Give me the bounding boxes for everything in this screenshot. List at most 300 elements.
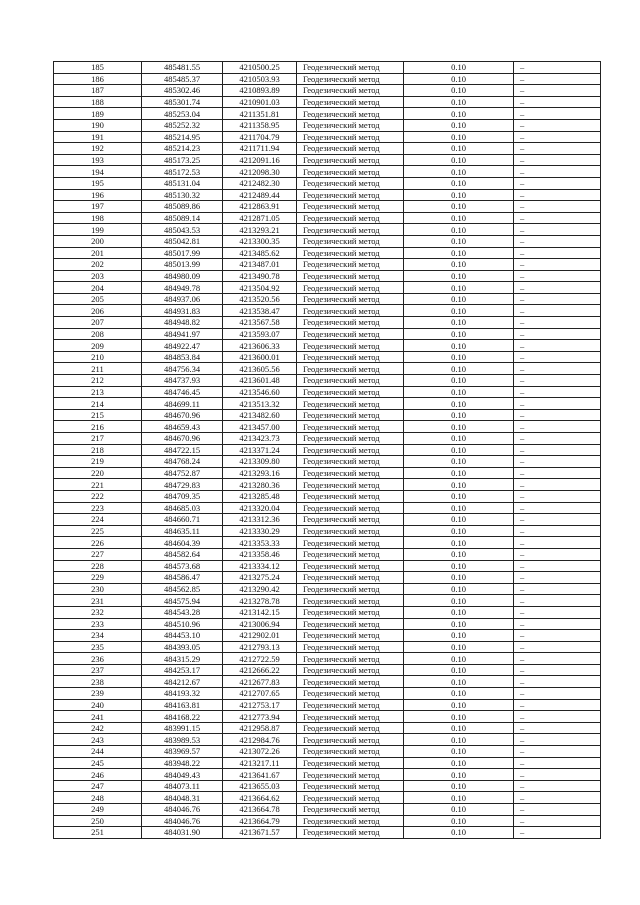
x-coordinate-cell: 484980.09	[142, 270, 223, 282]
y-coordinate-cell: 4212482.30	[223, 177, 297, 189]
precision-cell: 0.10	[404, 201, 514, 213]
method-cell: Геодезический метод	[297, 734, 404, 746]
method-cell: Геодезический метод	[297, 96, 404, 108]
y-coordinate-cell: 4213601.48	[223, 375, 297, 387]
precision-cell: 0.10	[404, 815, 514, 827]
precision-cell: 0.10	[404, 444, 514, 456]
x-coordinate-cell: 484453.10	[142, 630, 223, 642]
table-row	[54, 177, 601, 189]
point-number-cell: 246	[54, 769, 142, 781]
precision-cell: 0.10	[404, 641, 514, 653]
y-coordinate-cell: 4213072.26	[223, 746, 297, 758]
coordinates-table	[53, 61, 601, 839]
note-cell: –	[514, 699, 601, 711]
x-coordinate-cell: 485017.99	[142, 247, 223, 259]
point-number-cell: 237	[54, 664, 142, 676]
point-number-cell: 244	[54, 746, 142, 758]
x-coordinate-cell: 484163.81	[142, 699, 223, 711]
method-cell: Геодезический метод	[297, 270, 404, 282]
precision-cell: 0.10	[404, 688, 514, 700]
y-coordinate-cell: 4213606.33	[223, 340, 297, 352]
y-coordinate-cell: 4213482.60	[223, 409, 297, 421]
method-cell: Геодезический метод	[297, 177, 404, 189]
y-coordinate-cell: 4213538.47	[223, 305, 297, 317]
method-cell: Геодезический метод	[297, 606, 404, 618]
precision-cell: 0.10	[404, 259, 514, 271]
x-coordinate-cell: 483948.22	[142, 757, 223, 769]
point-number-cell: 193	[54, 154, 142, 166]
note-cell: –	[514, 235, 601, 247]
note-cell: –	[514, 96, 601, 108]
note-cell: –	[514, 792, 601, 804]
point-number-cell: 194	[54, 166, 142, 178]
y-coordinate-cell: 4213320.04	[223, 502, 297, 514]
precision-cell: 0.10	[404, 490, 514, 502]
point-number-cell: 212	[54, 375, 142, 387]
precision-cell: 0.10	[404, 711, 514, 723]
note-cell: –	[514, 409, 601, 421]
x-coordinate-cell: 484073.11	[142, 780, 223, 792]
method-cell: Геодезический метод	[297, 560, 404, 572]
table-row	[54, 154, 601, 166]
point-number-cell: 201	[54, 247, 142, 259]
method-cell: Геодезический метод	[297, 85, 404, 97]
x-coordinate-cell: 485130.32	[142, 189, 223, 201]
y-coordinate-cell: 4213513.32	[223, 398, 297, 410]
point-number-cell: 230	[54, 583, 142, 595]
y-coordinate-cell: 4213664.79	[223, 815, 297, 827]
method-cell: Геодезический метод	[297, 502, 404, 514]
table-row	[54, 548, 601, 560]
table-row	[54, 143, 601, 155]
table-row	[54, 444, 601, 456]
x-coordinate-cell: 484729.83	[142, 479, 223, 491]
precision-cell: 0.10	[404, 606, 514, 618]
note-cell: –	[514, 630, 601, 642]
table-row	[54, 630, 601, 642]
precision-cell: 0.10	[404, 502, 514, 514]
method-cell: Геодезический метод	[297, 398, 404, 410]
point-number-cell: 221	[54, 479, 142, 491]
table-row	[54, 270, 601, 282]
note-cell: –	[514, 444, 601, 456]
method-cell: Геодезический метод	[297, 572, 404, 584]
point-number-cell: 202	[54, 259, 142, 271]
y-coordinate-cell: 4212722.59	[223, 653, 297, 665]
point-number-cell: 222	[54, 490, 142, 502]
method-cell: Геодезический метод	[297, 815, 404, 827]
y-coordinate-cell: 4213290.42	[223, 583, 297, 595]
table-row	[54, 305, 601, 317]
point-number-cell: 234	[54, 630, 142, 642]
point-number-cell: 228	[54, 560, 142, 572]
y-coordinate-cell: 4212677.83	[223, 676, 297, 688]
y-coordinate-cell: 4213605.56	[223, 363, 297, 375]
table-row	[54, 259, 601, 271]
table-row	[54, 560, 601, 572]
table-row	[54, 224, 601, 236]
point-number-cell: 241	[54, 711, 142, 723]
note-cell: –	[514, 467, 601, 479]
method-cell: Геодезический метод	[297, 119, 404, 131]
table-row	[54, 583, 601, 595]
note-cell: –	[514, 189, 601, 201]
table-row	[54, 641, 601, 653]
method-cell: Геодезический метод	[297, 479, 404, 491]
precision-cell: 0.10	[404, 757, 514, 769]
precision-cell: 0.10	[404, 630, 514, 642]
note-cell: –	[514, 259, 601, 271]
y-coordinate-cell: 4213278.78	[223, 595, 297, 607]
x-coordinate-cell: 484315.29	[142, 653, 223, 665]
note-cell: –	[514, 525, 601, 537]
method-cell: Геодезический метод	[297, 711, 404, 723]
point-number-cell: 233	[54, 618, 142, 630]
note-cell: –	[514, 664, 601, 676]
x-coordinate-cell: 484031.90	[142, 827, 223, 839]
point-number-cell: 187	[54, 85, 142, 97]
x-coordinate-cell: 484168.22	[142, 711, 223, 723]
note-cell: –	[514, 688, 601, 700]
x-coordinate-cell: 485013.99	[142, 259, 223, 271]
x-coordinate-cell: 484949.78	[142, 282, 223, 294]
y-coordinate-cell: 4212753.17	[223, 699, 297, 711]
method-cell: Геодезический метод	[297, 514, 404, 526]
precision-cell: 0.10	[404, 247, 514, 259]
x-coordinate-cell: 484941.97	[142, 328, 223, 340]
precision-cell: 0.10	[404, 618, 514, 630]
y-coordinate-cell: 4213423.73	[223, 433, 297, 445]
note-cell: –	[514, 676, 601, 688]
note-cell: –	[514, 73, 601, 85]
table-row	[54, 96, 601, 108]
note-cell: –	[514, 653, 601, 665]
point-number-cell: 189	[54, 108, 142, 120]
point-number-cell: 219	[54, 456, 142, 468]
x-coordinate-cell: 484393.05	[142, 641, 223, 653]
y-coordinate-cell: 4213217.11	[223, 757, 297, 769]
precision-cell: 0.10	[404, 827, 514, 839]
point-number-cell: 235	[54, 641, 142, 653]
table-row	[54, 108, 601, 120]
table-row	[54, 282, 601, 294]
precision-cell: 0.10	[404, 456, 514, 468]
note-cell: –	[514, 421, 601, 433]
method-cell: Геодезический метод	[297, 595, 404, 607]
point-number-cell: 199	[54, 224, 142, 236]
note-cell: –	[514, 247, 601, 259]
precision-cell: 0.10	[404, 189, 514, 201]
method-cell: Геодезический метод	[297, 62, 404, 74]
note-cell: –	[514, 108, 601, 120]
precision-cell: 0.10	[404, 96, 514, 108]
x-coordinate-cell: 484604.39	[142, 537, 223, 549]
precision-cell: 0.10	[404, 375, 514, 387]
table-row	[54, 131, 601, 143]
y-coordinate-cell: 4210503.93	[223, 73, 297, 85]
point-number-cell: 231	[54, 595, 142, 607]
x-coordinate-cell: 485089.14	[142, 212, 223, 224]
method-cell: Геодезический метод	[297, 676, 404, 688]
x-coordinate-cell: 484670.96	[142, 409, 223, 421]
x-coordinate-cell: 484573.68	[142, 560, 223, 572]
note-cell: –	[514, 746, 601, 758]
precision-cell: 0.10	[404, 363, 514, 375]
precision-cell: 0.10	[404, 62, 514, 74]
x-coordinate-cell: 484510.96	[142, 618, 223, 630]
note-cell: –	[514, 177, 601, 189]
table-row	[54, 734, 601, 746]
method-cell: Геодезический метод	[297, 154, 404, 166]
table-row	[54, 722, 601, 734]
note-cell: –	[514, 375, 601, 387]
table-row	[54, 664, 601, 676]
table-row	[54, 247, 601, 259]
method-cell: Геодезический метод	[297, 433, 404, 445]
point-number-cell: 217	[54, 433, 142, 445]
table-row	[54, 479, 601, 491]
method-cell: Геодезический метод	[297, 757, 404, 769]
y-coordinate-cell: 4212958.87	[223, 722, 297, 734]
x-coordinate-cell: 484575.94	[142, 595, 223, 607]
point-number-cell: 186	[54, 73, 142, 85]
method-cell: Геодезический метод	[297, 247, 404, 259]
method-cell: Геодезический метод	[297, 490, 404, 502]
method-cell: Геодезический метод	[297, 780, 404, 792]
table-row	[54, 317, 601, 329]
point-number-cell: 245	[54, 757, 142, 769]
precision-cell: 0.10	[404, 560, 514, 572]
precision-cell: 0.10	[404, 224, 514, 236]
precision-cell: 0.10	[404, 340, 514, 352]
note-cell: –	[514, 537, 601, 549]
y-coordinate-cell: 4213293.21	[223, 224, 297, 236]
y-coordinate-cell: 4213504.92	[223, 282, 297, 294]
table-row	[54, 827, 601, 839]
method-cell: Геодезический метод	[297, 305, 404, 317]
x-coordinate-cell: 484046.76	[142, 815, 223, 827]
y-coordinate-cell: 4213567.58	[223, 317, 297, 329]
precision-cell: 0.10	[404, 514, 514, 526]
precision-cell: 0.10	[404, 525, 514, 537]
precision-cell: 0.10	[404, 166, 514, 178]
table-row	[54, 467, 601, 479]
point-number-cell: 188	[54, 96, 142, 108]
note-cell: –	[514, 305, 601, 317]
note-cell: –	[514, 490, 601, 502]
method-cell: Геодезический метод	[297, 467, 404, 479]
table-row	[54, 363, 601, 375]
y-coordinate-cell: 4213371.24	[223, 444, 297, 456]
point-number-cell: 190	[54, 119, 142, 131]
y-coordinate-cell: 4212666.22	[223, 664, 297, 676]
x-coordinate-cell: 484937.06	[142, 293, 223, 305]
point-number-cell: 249	[54, 804, 142, 816]
y-coordinate-cell: 4212489.44	[223, 189, 297, 201]
point-number-cell: 203	[54, 270, 142, 282]
y-coordinate-cell: 4213300.35	[223, 235, 297, 247]
y-coordinate-cell: 4212793.13	[223, 641, 297, 653]
method-cell: Геодезический метод	[297, 166, 404, 178]
note-cell: –	[514, 166, 601, 178]
precision-cell: 0.10	[404, 212, 514, 224]
point-number-cell: 218	[54, 444, 142, 456]
note-cell: –	[514, 572, 601, 584]
method-cell: Геодезический метод	[297, 340, 404, 352]
table-row	[54, 804, 601, 816]
point-number-cell: 206	[54, 305, 142, 317]
table-row	[54, 212, 601, 224]
x-coordinate-cell: 485131.04	[142, 177, 223, 189]
precision-cell: 0.10	[404, 119, 514, 131]
table-row	[54, 456, 601, 468]
note-cell: –	[514, 502, 601, 514]
method-cell: Геодезический метод	[297, 746, 404, 758]
precision-cell: 0.10	[404, 131, 514, 143]
table-row	[54, 62, 601, 74]
table-row	[54, 166, 601, 178]
table-row	[54, 119, 601, 131]
y-coordinate-cell: 4213487.01	[223, 259, 297, 271]
note-cell: –	[514, 351, 601, 363]
point-number-cell: 239	[54, 688, 142, 700]
x-coordinate-cell: 484048.31	[142, 792, 223, 804]
note-cell: –	[514, 780, 601, 792]
y-coordinate-cell: 4213520.56	[223, 293, 297, 305]
table-row	[54, 572, 601, 584]
x-coordinate-cell: 485252.32	[142, 119, 223, 131]
x-coordinate-cell: 485302.46	[142, 85, 223, 97]
precision-cell: 0.10	[404, 317, 514, 329]
table-row	[54, 653, 601, 665]
x-coordinate-cell: 484049.43	[142, 769, 223, 781]
x-coordinate-cell: 485043.53	[142, 224, 223, 236]
table-row	[54, 711, 601, 723]
note-cell: –	[514, 548, 601, 560]
y-coordinate-cell: 4213334.12	[223, 560, 297, 572]
x-coordinate-cell: 484922.47	[142, 340, 223, 352]
x-coordinate-cell: 484562.85	[142, 583, 223, 595]
y-coordinate-cell: 4213142.15	[223, 606, 297, 618]
point-number-cell: 225	[54, 525, 142, 537]
note-cell: –	[514, 143, 601, 155]
point-number-cell: 192	[54, 143, 142, 155]
point-number-cell: 200	[54, 235, 142, 247]
table-row	[54, 73, 601, 85]
point-number-cell: 213	[54, 386, 142, 398]
note-cell: –	[514, 224, 601, 236]
method-cell: Геодезический метод	[297, 456, 404, 468]
table-row	[54, 676, 601, 688]
point-number-cell: 242	[54, 722, 142, 734]
note-cell: –	[514, 583, 601, 595]
note-cell: –	[514, 456, 601, 468]
y-coordinate-cell: 4212871.05	[223, 212, 297, 224]
note-cell: –	[514, 119, 601, 131]
coordinates-table-body	[54, 62, 601, 839]
point-number-cell: 226	[54, 537, 142, 549]
table-row	[54, 386, 601, 398]
table-row	[54, 201, 601, 213]
method-cell: Геодезический метод	[297, 224, 404, 236]
note-cell: –	[514, 815, 601, 827]
method-cell: Геодезический метод	[297, 143, 404, 155]
precision-cell: 0.10	[404, 409, 514, 421]
y-coordinate-cell: 4213664.62	[223, 792, 297, 804]
y-coordinate-cell: 4210901.03	[223, 96, 297, 108]
method-cell: Геодезический метод	[297, 282, 404, 294]
method-cell: Геодезический метод	[297, 317, 404, 329]
y-coordinate-cell: 4212098.30	[223, 166, 297, 178]
x-coordinate-cell: 484699.11	[142, 398, 223, 410]
method-cell: Геодезический метод	[297, 525, 404, 537]
method-cell: Геодезический метод	[297, 201, 404, 213]
note-cell: –	[514, 340, 601, 352]
precision-cell: 0.10	[404, 305, 514, 317]
y-coordinate-cell: 4211351.81	[223, 108, 297, 120]
precision-cell: 0.10	[404, 293, 514, 305]
note-cell: –	[514, 328, 601, 340]
method-cell: Геодезический метод	[297, 618, 404, 630]
note-cell: –	[514, 201, 601, 213]
note-cell: –	[514, 514, 601, 526]
x-coordinate-cell: 484948.82	[142, 317, 223, 329]
x-coordinate-cell: 484752.87	[142, 467, 223, 479]
x-coordinate-cell: 484768.24	[142, 456, 223, 468]
method-cell: Геодезический метод	[297, 769, 404, 781]
point-number-cell: 207	[54, 317, 142, 329]
method-cell: Геодезический метод	[297, 235, 404, 247]
precision-cell: 0.10	[404, 85, 514, 97]
y-coordinate-cell: 4212707.65	[223, 688, 297, 700]
note-cell: –	[514, 618, 601, 630]
note-cell: –	[514, 212, 601, 224]
y-coordinate-cell: 4213664.78	[223, 804, 297, 816]
table-row	[54, 189, 601, 201]
x-coordinate-cell: 484659.43	[142, 421, 223, 433]
method-cell: Геодезический метод	[297, 73, 404, 85]
precision-cell: 0.10	[404, 792, 514, 804]
precision-cell: 0.10	[404, 676, 514, 688]
y-coordinate-cell: 4213330.29	[223, 525, 297, 537]
point-number-cell: 248	[54, 792, 142, 804]
table-row	[54, 375, 601, 387]
method-cell: Геодезический метод	[297, 548, 404, 560]
y-coordinate-cell: 4213293.16	[223, 467, 297, 479]
table-row	[54, 746, 601, 758]
note-cell: –	[514, 363, 601, 375]
table-row	[54, 502, 601, 514]
method-cell: Геодезический метод	[297, 386, 404, 398]
y-coordinate-cell: 4211711.94	[223, 143, 297, 155]
x-coordinate-cell: 484635.11	[142, 525, 223, 537]
y-coordinate-cell: 4210500.25	[223, 62, 297, 74]
point-number-cell: 209	[54, 340, 142, 352]
y-coordinate-cell: 4212902.01	[223, 630, 297, 642]
x-coordinate-cell: 484756.34	[142, 363, 223, 375]
x-coordinate-cell: 485172.53	[142, 166, 223, 178]
y-coordinate-cell: 4213655.03	[223, 780, 297, 792]
y-coordinate-cell: 4213671.57	[223, 827, 297, 839]
precision-cell: 0.10	[404, 479, 514, 491]
x-coordinate-cell: 483991.15	[142, 722, 223, 734]
note-cell: –	[514, 398, 601, 410]
table-row	[54, 398, 601, 410]
point-number-cell: 191	[54, 131, 142, 143]
note-cell: –	[514, 722, 601, 734]
method-cell: Геодезический метод	[297, 131, 404, 143]
table-row	[54, 293, 601, 305]
